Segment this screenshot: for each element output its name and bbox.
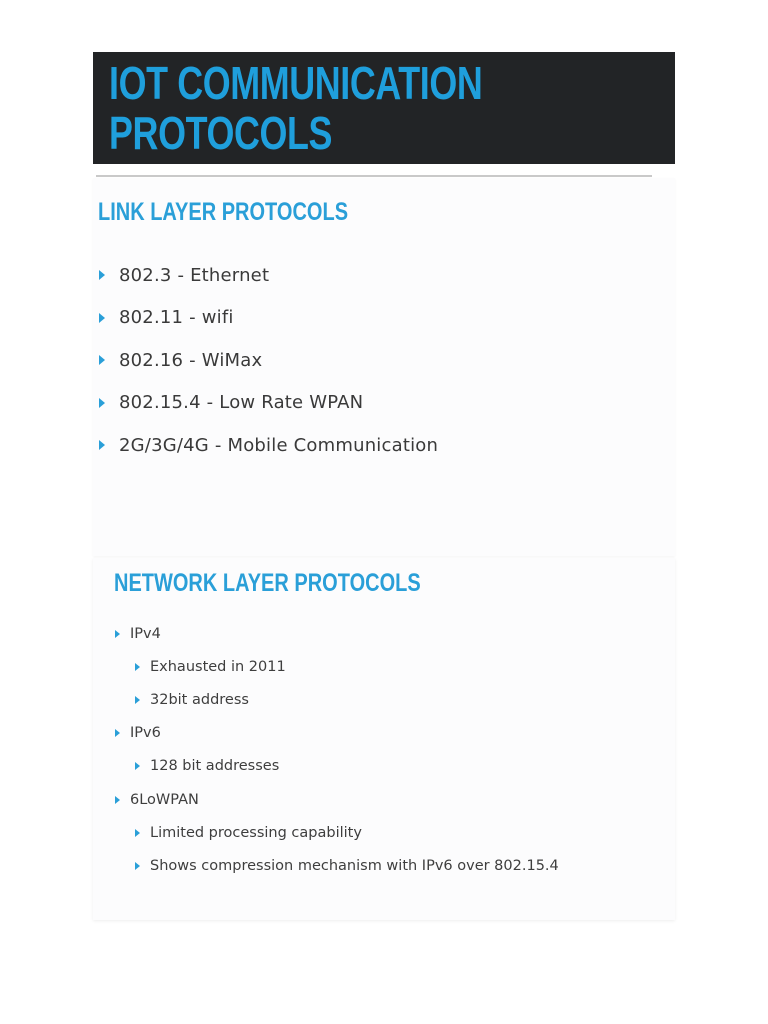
sub-list-item bbox=[115, 849, 559, 882]
list-item bbox=[115, 717, 559, 750]
link-layer-section bbox=[93, 178, 675, 556]
list-item-text: 802.15.4 - Low Rate WPAN bbox=[119, 392, 364, 414]
title-banner bbox=[93, 52, 675, 164]
title-divider bbox=[96, 175, 652, 177]
network-layer-heading: NETWORK LAYER PROTOCOLS bbox=[114, 569, 421, 597]
page-title-line-2: PROTOCOLS bbox=[109, 107, 333, 159]
list-item-text: Limited processing capability bbox=[150, 824, 362, 841]
triangle-right-icon bbox=[99, 355, 105, 365]
link-layer-list bbox=[99, 254, 438, 467]
list-item-text: 2G/3G/4G - Mobile Communication bbox=[119, 434, 439, 456]
list-item bbox=[99, 424, 438, 467]
triangle-right-icon bbox=[99, 398, 105, 408]
network-layer-list bbox=[115, 617, 559, 883]
list-item-text: IPv4 bbox=[130, 625, 161, 642]
sub-list-item bbox=[115, 650, 559, 683]
list-item-text: 802.16 - WiMax bbox=[119, 349, 263, 371]
list-item-text: 802.3 - Ethernet bbox=[119, 264, 270, 286]
sub-list-item bbox=[115, 750, 559, 783]
sub-list-item bbox=[115, 683, 559, 716]
list-item-text: IPv6 bbox=[130, 725, 161, 742]
list-item bbox=[115, 783, 559, 816]
list-item-text: 32bit address bbox=[150, 691, 249, 708]
list-item-text: 128 bit addresses bbox=[150, 758, 280, 775]
network-layer-section bbox=[93, 558, 675, 920]
triangle-right-icon bbox=[135, 762, 140, 770]
list-item-text: Shows compression mechanism with IPv6 over 802.15.4 bbox=[150, 857, 559, 874]
list-item bbox=[99, 382, 438, 425]
triangle-right-icon bbox=[99, 270, 105, 280]
sub-list-item bbox=[115, 816, 559, 849]
list-item-text: Exhausted in 2011 bbox=[150, 658, 286, 675]
list-item-text: 802.11 - wifi bbox=[119, 307, 234, 329]
triangle-right-icon bbox=[135, 663, 140, 671]
triangle-right-icon bbox=[115, 729, 120, 737]
triangle-right-icon bbox=[135, 862, 140, 870]
triangle-right-icon bbox=[135, 696, 140, 704]
triangle-right-icon bbox=[115, 630, 120, 638]
list-item-text: 6LoWPAN bbox=[130, 791, 199, 808]
page-title-line-1: IOT COMMUNICATION bbox=[109, 57, 483, 109]
link-layer-heading: LINK LAYER PROTOCOLS bbox=[98, 198, 349, 226]
list-item bbox=[115, 617, 559, 650]
triangle-right-icon bbox=[135, 829, 140, 837]
list-item bbox=[99, 297, 438, 340]
list-item bbox=[99, 339, 438, 382]
triangle-right-icon bbox=[99, 313, 105, 323]
triangle-right-icon bbox=[115, 796, 120, 804]
list-item bbox=[99, 254, 438, 297]
triangle-right-icon bbox=[99, 440, 105, 450]
